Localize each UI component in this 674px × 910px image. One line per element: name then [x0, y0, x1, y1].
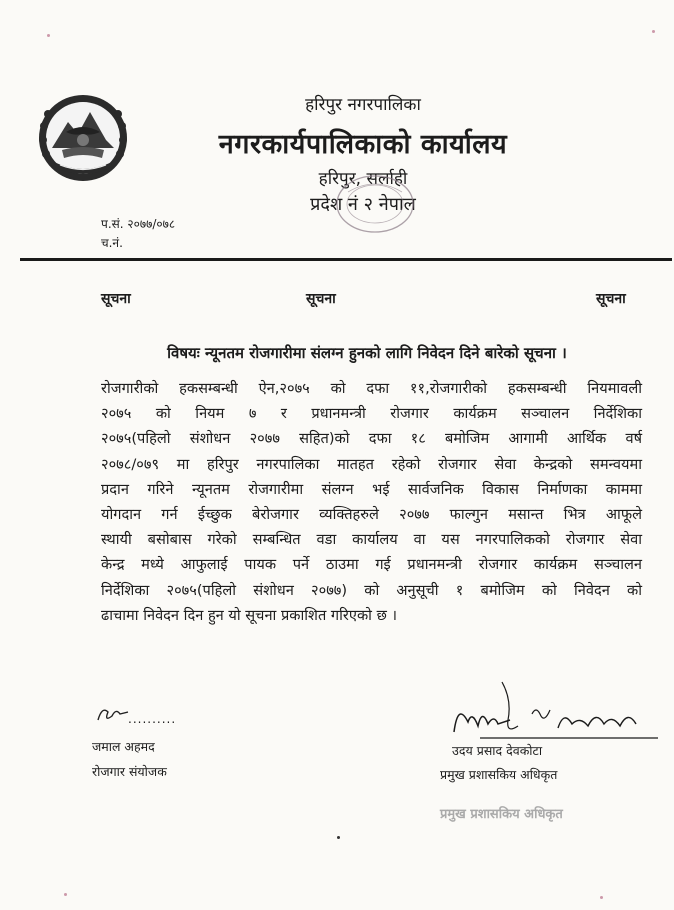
body-line: ढाचामा निवेदन दिन हुन यो सूचना प्रकाशित गरिएको छ ।: [101, 606, 397, 624]
office-address: हरिपुर, सर्लाही: [318, 169, 408, 189]
province-line: प्रदेश नं २ नेपाल: [310, 194, 416, 215]
notice-body: [101, 376, 642, 628]
paper-speck: [47, 34, 50, 37]
paper-speck: [64, 893, 67, 896]
paper-speck: [600, 896, 603, 899]
body-line: प्रदान गरिने न्यूनतम रोजगारीमा संलग्न भई सार्वजनिक विकास निर्माणका काममा: [101, 480, 642, 498]
office-stamp-icon: [334, 172, 416, 236]
paper-speck: [652, 30, 655, 33]
signatory-right-designation: प्रमुख प्रशासकिय अधिकृत: [440, 767, 558, 782]
body-line: योगदान गर्न ईच्छुक बेरोजगार व्यक्तिहरुले २०७७ फाल्गुन मसान्त भित्र आफूले: [101, 506, 642, 524]
body-line: स्थायी बसोबास गरेको सम्बन्धित वडा कार्यालय वा यस नगरपालिकको रोजगार सेवा: [101, 531, 642, 549]
body-line: २०७५(पहिलो संशोधन २०७७ सहित)को दफा १८ बमोजिम आगामी आर्थिक वर्ष: [101, 430, 642, 448]
signatory-right-name: उदय प्रसाद देवकोटा: [452, 743, 543, 758]
signature-right-icon: [440, 680, 670, 750]
municipality-name: हरिपुर नगरपालिका: [305, 95, 421, 115]
body-line: निर्देशिका २०७५(पहिलो संशोधन २०७७) को अनुसूची १ बमोजिम को निवेदन को: [101, 581, 642, 599]
body-line: केन्द्र मध्ये आफुलाई पायक पर्ने ठाउमा गई प्रधानमन्त्री रोजगार कार्यक्रम सञ्चालन: [101, 556, 642, 574]
body-line: २०७८/०७९ मा हरिपुर नगरपालिका मातहत रहेको रोजगार सेवा केन्द्रको समन्वयमा: [101, 455, 642, 473]
notice-label-right: सूचना: [596, 291, 626, 307]
body-line: रोजगारीको हकसम्बन्धी ऐन,२०७५ को दफा ११,रोजगारीको हकसम्बन्धी नियमावली: [101, 380, 642, 397]
notice-subject: विषयः न्यूनतम रोजगारीमा संलग्न हुनको लागि निवेदन दिने बारेको सूचना ।: [167, 344, 567, 362]
signatory-right: [440, 680, 670, 840]
header-divider: [20, 258, 672, 261]
notice-label-left: सूचना: [101, 291, 131, 307]
reference-number: प.सं. २०७७/०७८: [101, 217, 176, 231]
office-title: नगरकार्यपालिकाको कार्यालय: [218, 129, 508, 160]
signatory-left-designation: रोजगार संयोजक: [92, 764, 167, 779]
paper-speck: [337, 836, 340, 839]
signatory-left-name: जमाल अहमद: [92, 739, 155, 754]
dispatch-number: च.नं.: [101, 236, 123, 250]
notice-label-center: सूचना: [306, 291, 336, 307]
official-stamp-designation: प्रमुख प्रशासकिय अधिकृत: [440, 807, 563, 822]
body-line: २०७५ को नियम ७ र प्रधानमन्त्री रोजगार कार्यक्रम सञ्चालन निर्देशिका: [101, 405, 642, 423]
signature-dots: ..........: [128, 712, 177, 726]
